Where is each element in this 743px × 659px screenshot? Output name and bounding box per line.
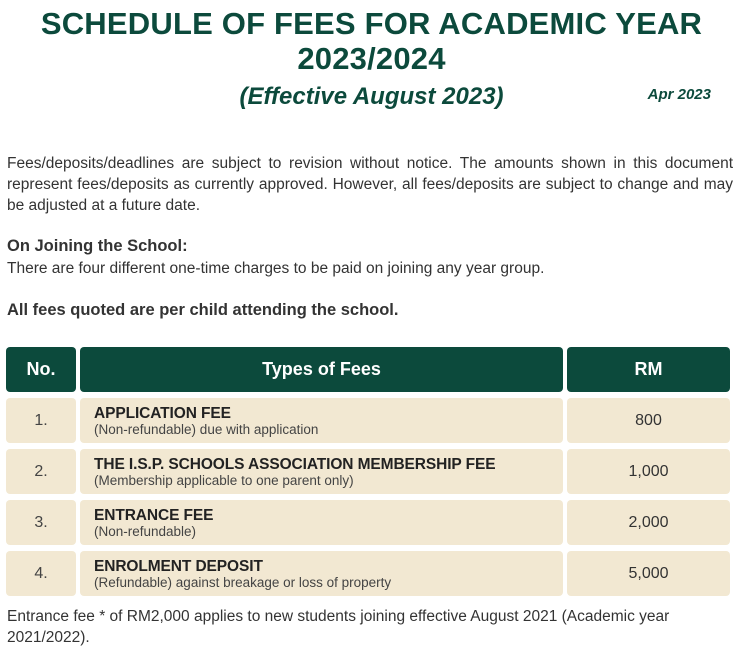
title-line-1: SCHEDULE OF FEES FOR ACADEMIC YEAR [40,6,703,41]
fee-type-cell [80,398,563,443]
row-number: 1. [6,398,76,443]
subtitle: (Effective August 2023) [239,83,504,110]
fee-amount: 1,000 [567,449,730,494]
fee-name: APPLICATION FEE [94,404,231,422]
table-header-row [6,347,730,392]
page-title [0,6,743,76]
fee-description: (Refundable) against breakage or loss of property [94,574,392,590]
fee-amount: 5,000 [567,551,730,596]
table-row [6,449,730,494]
fee-name: THE I.S.P. SCHOOLS ASSOCIATION MEMBERSHIP FEE [94,455,496,473]
per-child-note: All fees quoted are per child attending the school. [7,301,399,319]
fee-amount: 2,000 [567,500,730,545]
document-date: Apr 2023 [647,86,711,103]
fees-table [6,347,730,602]
fee-description: (Non-refundable) [94,523,197,539]
row-number: 2. [6,449,76,494]
joining-heading: On Joining the School: [7,237,188,255]
fee-amount: 800 [567,398,730,443]
fee-name: ENTRANCE FEE [94,506,214,524]
table-row [6,398,730,443]
row-number: 3. [6,500,76,545]
footnote: Entrance fee * of RM2,000 applies to new students joining effective August 2021 (Academic year 2021/2022). [7,608,670,646]
fee-description: (Membership applicable to one parent only) [94,472,354,488]
fee-type-cell [80,500,563,545]
intro-paragraph: Fees/deposits/deadlines are subject to revision without notice. The amounts shown in this document represent fees/deposits as currently approved. However, all fees/deposits are subject to change and may be adjusted at a future date. [7,155,733,214]
joining-text: There are four different one-time charges to be paid on joining any year group. [7,260,545,277]
fee-description: (Non-refundable) due with application [94,421,319,437]
fee-name: ENROLMENT DEPOSIT [94,557,263,575]
table-row [6,551,730,596]
table-row [6,500,730,545]
header-type: Types of Fees [80,347,563,392]
header-rm: RM [567,347,730,392]
fee-type-cell [80,551,563,596]
fee-type-cell [80,449,563,494]
title-line-2: 2023/2024 [297,41,446,76]
header-no: No. [6,347,76,392]
row-number: 4. [6,551,76,596]
